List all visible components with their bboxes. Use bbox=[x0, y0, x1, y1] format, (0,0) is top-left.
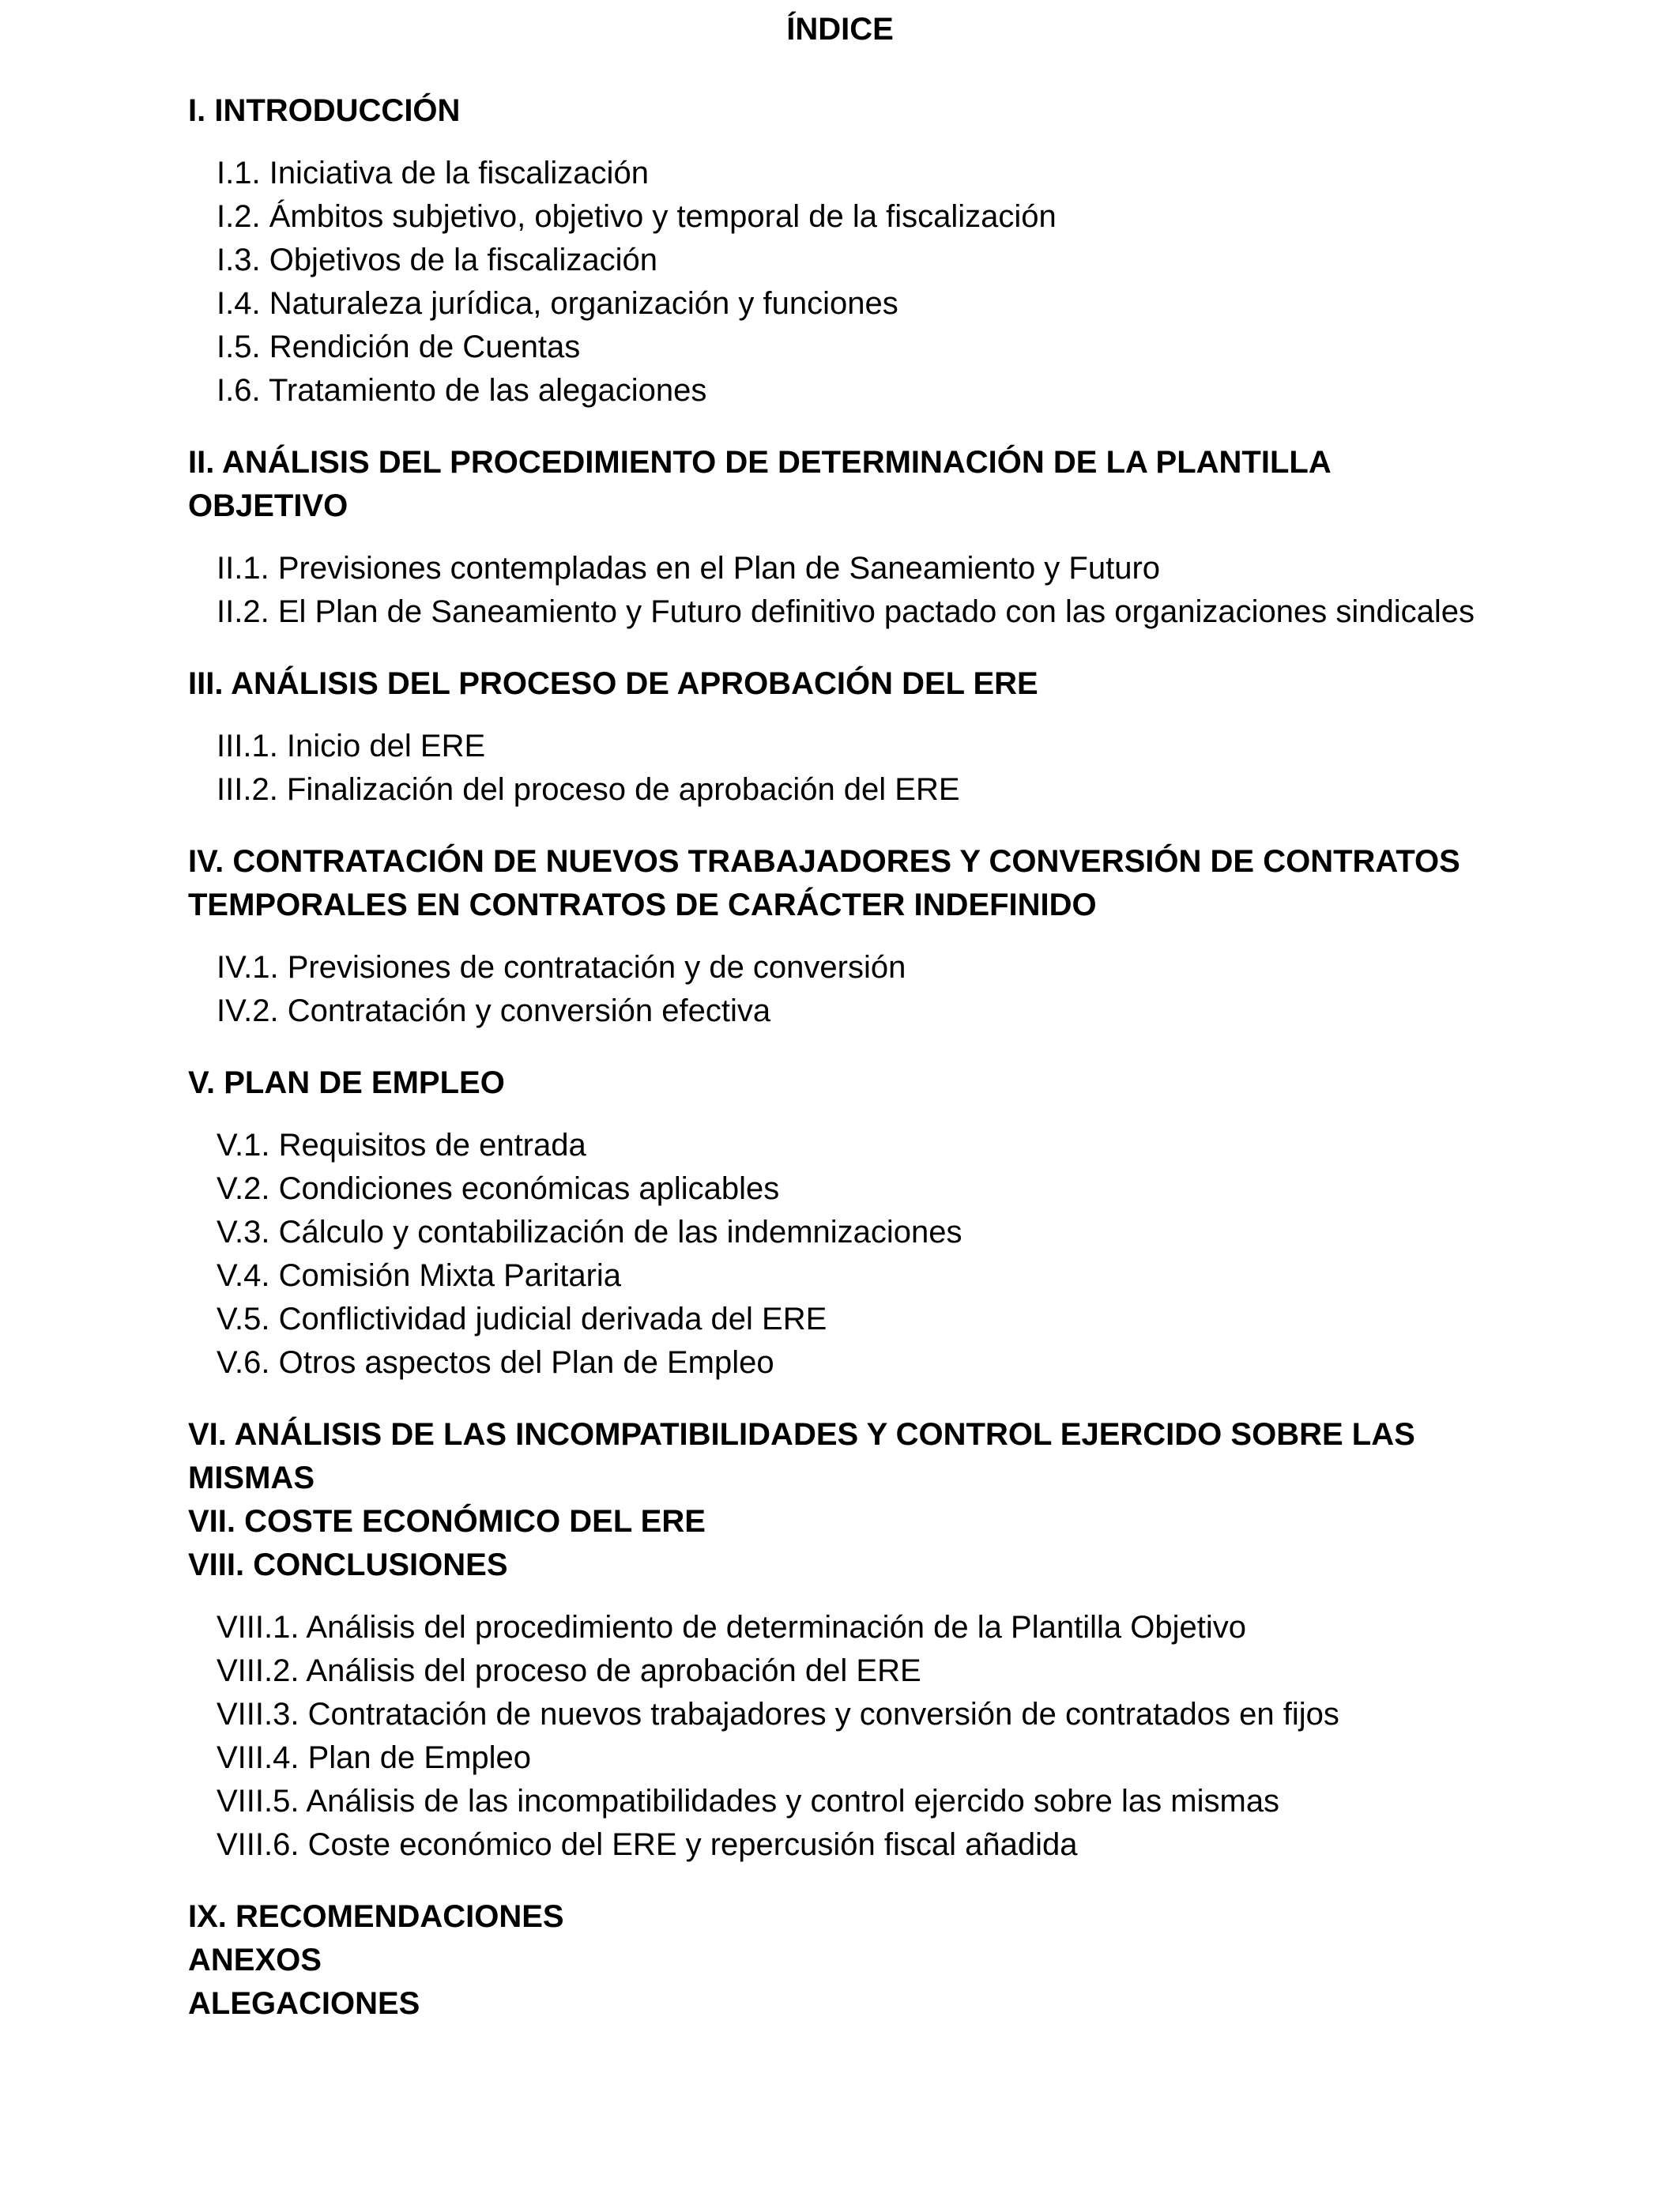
subsection-item: VIII.1. Análisis del procedimiento de determinación de la Plantilla Objetivo bbox=[217, 1610, 1246, 1645]
section-heading: III. ANÁLISIS DEL PROCESO DE APROBACIÓN DEL ERE bbox=[188, 666, 1038, 701]
subsection-item: IV.1. Previsiones de contratación y de conversión bbox=[217, 950, 906, 985]
section-heading: ALEGACIONES bbox=[188, 1986, 420, 2021]
toc-section bbox=[188, 1500, 1484, 1544]
subsection-item: I.6. Tratamiento de las alegaciones bbox=[217, 373, 707, 408]
subsection-item: I.2. Ámbitos subjetivo, objetivo y temporal de la fiscalización bbox=[217, 199, 1057, 234]
section-heading: VI. ANÁLISIS DE LAS INCOMPATIBILIDADES Y CONTROL EJERCIDO SOBRE LAS MISMAS bbox=[188, 1417, 1415, 1495]
section-heading: V. PLAN DE EMPLEO bbox=[188, 1065, 505, 1100]
toc-section bbox=[188, 89, 1484, 413]
table-of-contents bbox=[188, 89, 1484, 2054]
subsection-item: II.1. Previsiones contempladas en el Plan de Saneamiento y Futuro bbox=[217, 551, 1161, 586]
subsection-item: I.4. Naturaleza jurídica, organización y funciones bbox=[217, 286, 898, 321]
section-heading: IX. RECOMENDACIONES bbox=[188, 1899, 564, 1934]
subsection-list bbox=[217, 152, 1484, 413]
toc-section bbox=[188, 662, 1484, 812]
subsection-item: III.1. Inicio del ERE bbox=[217, 729, 486, 763]
subsection-list bbox=[217, 725, 1484, 812]
toc-section bbox=[188, 1061, 1484, 1385]
subsection-item: IV.2. Contratación y conversión efectiva bbox=[217, 993, 771, 1028]
section-heading: ANEXOS bbox=[188, 1943, 322, 1977]
subsection-item: VIII.6. Coste económico del ERE y repercusión fiscal añadida bbox=[217, 1827, 1078, 1862]
subsection-list bbox=[217, 1124, 1484, 1385]
page-title: ÍNDICE bbox=[786, 12, 894, 47]
subsection-item: I.5. Rendición de Cuentas bbox=[217, 330, 581, 364]
subsection-item: VIII.5. Análisis de las incompatibilidades y control ejercido sobre las mismas bbox=[217, 1784, 1280, 1819]
section-heading: VII. COSTE ECONÓMICO DEL ERE bbox=[188, 1504, 706, 1539]
section-heading: I. INTRODUCCIÓN bbox=[188, 93, 461, 128]
section-heading: VIII. CONCLUSIONES bbox=[188, 1547, 508, 1582]
section-heading: II. ANÁLISIS DEL PROCEDIMIENTO DE DETERMINACIÓN DE LA PLANTILLA OBJETIVO bbox=[188, 445, 1331, 523]
subsection-item: II.2. El Plan de Saneamiento y Futuro definitivo pactado con las organizaciones sindicales bbox=[217, 594, 1475, 629]
toc-section bbox=[188, 1544, 1484, 1867]
toc-section bbox=[188, 1982, 1484, 2026]
toc-section bbox=[188, 1939, 1484, 1982]
subsection-item: III.2. Finalización del proceso de aprobación del ERE bbox=[217, 772, 960, 807]
subsection-item: V.3. Cálculo y contabilización de las indemnizaciones bbox=[217, 1215, 962, 1250]
toc-section bbox=[188, 1895, 1484, 1939]
subsection-item: V.4. Comisión Mixta Paritaria bbox=[217, 1258, 622, 1293]
subsection-item: VIII.2. Análisis del proceso de aprobación del ERE bbox=[217, 1653, 921, 1688]
subsection-item: I.1. Iniciativa de la fiscalización bbox=[217, 156, 649, 190]
subsection-item: V.5. Conflictividad judicial derivada del ERE bbox=[217, 1302, 827, 1336]
toc-section bbox=[188, 1413, 1484, 1500]
toc-section bbox=[188, 441, 1484, 634]
subsection-item: I.3. Objetivos de la fiscalización bbox=[217, 243, 658, 277]
subsection-item: V.6. Otros aspectos del Plan de Empleo bbox=[217, 1345, 774, 1380]
subsection-item: VIII.3. Contratación de nuevos trabajadores y conversión de contratados en fijos bbox=[217, 1697, 1339, 1732]
subsection-list bbox=[217, 1606, 1484, 1867]
subsection-item: V.1. Requisitos de entrada bbox=[217, 1128, 586, 1163]
subsection-item: VIII.4. Plan de Empleo bbox=[217, 1740, 532, 1775]
subsection-list bbox=[217, 946, 1484, 1033]
section-heading: IV. CONTRATACIÓN DE NUEVOS TRABAJADORES Y CONVERSIÓN DE CONTRATOS TEMPORALES EN CONTRATOS DE CARÁCTER INDEFINIDO bbox=[188, 844, 1460, 922]
toc-section bbox=[188, 840, 1484, 1033]
subsection-item: V.2. Condiciones económicas aplicables bbox=[217, 1171, 780, 1206]
subsection-list bbox=[217, 547, 1484, 634]
